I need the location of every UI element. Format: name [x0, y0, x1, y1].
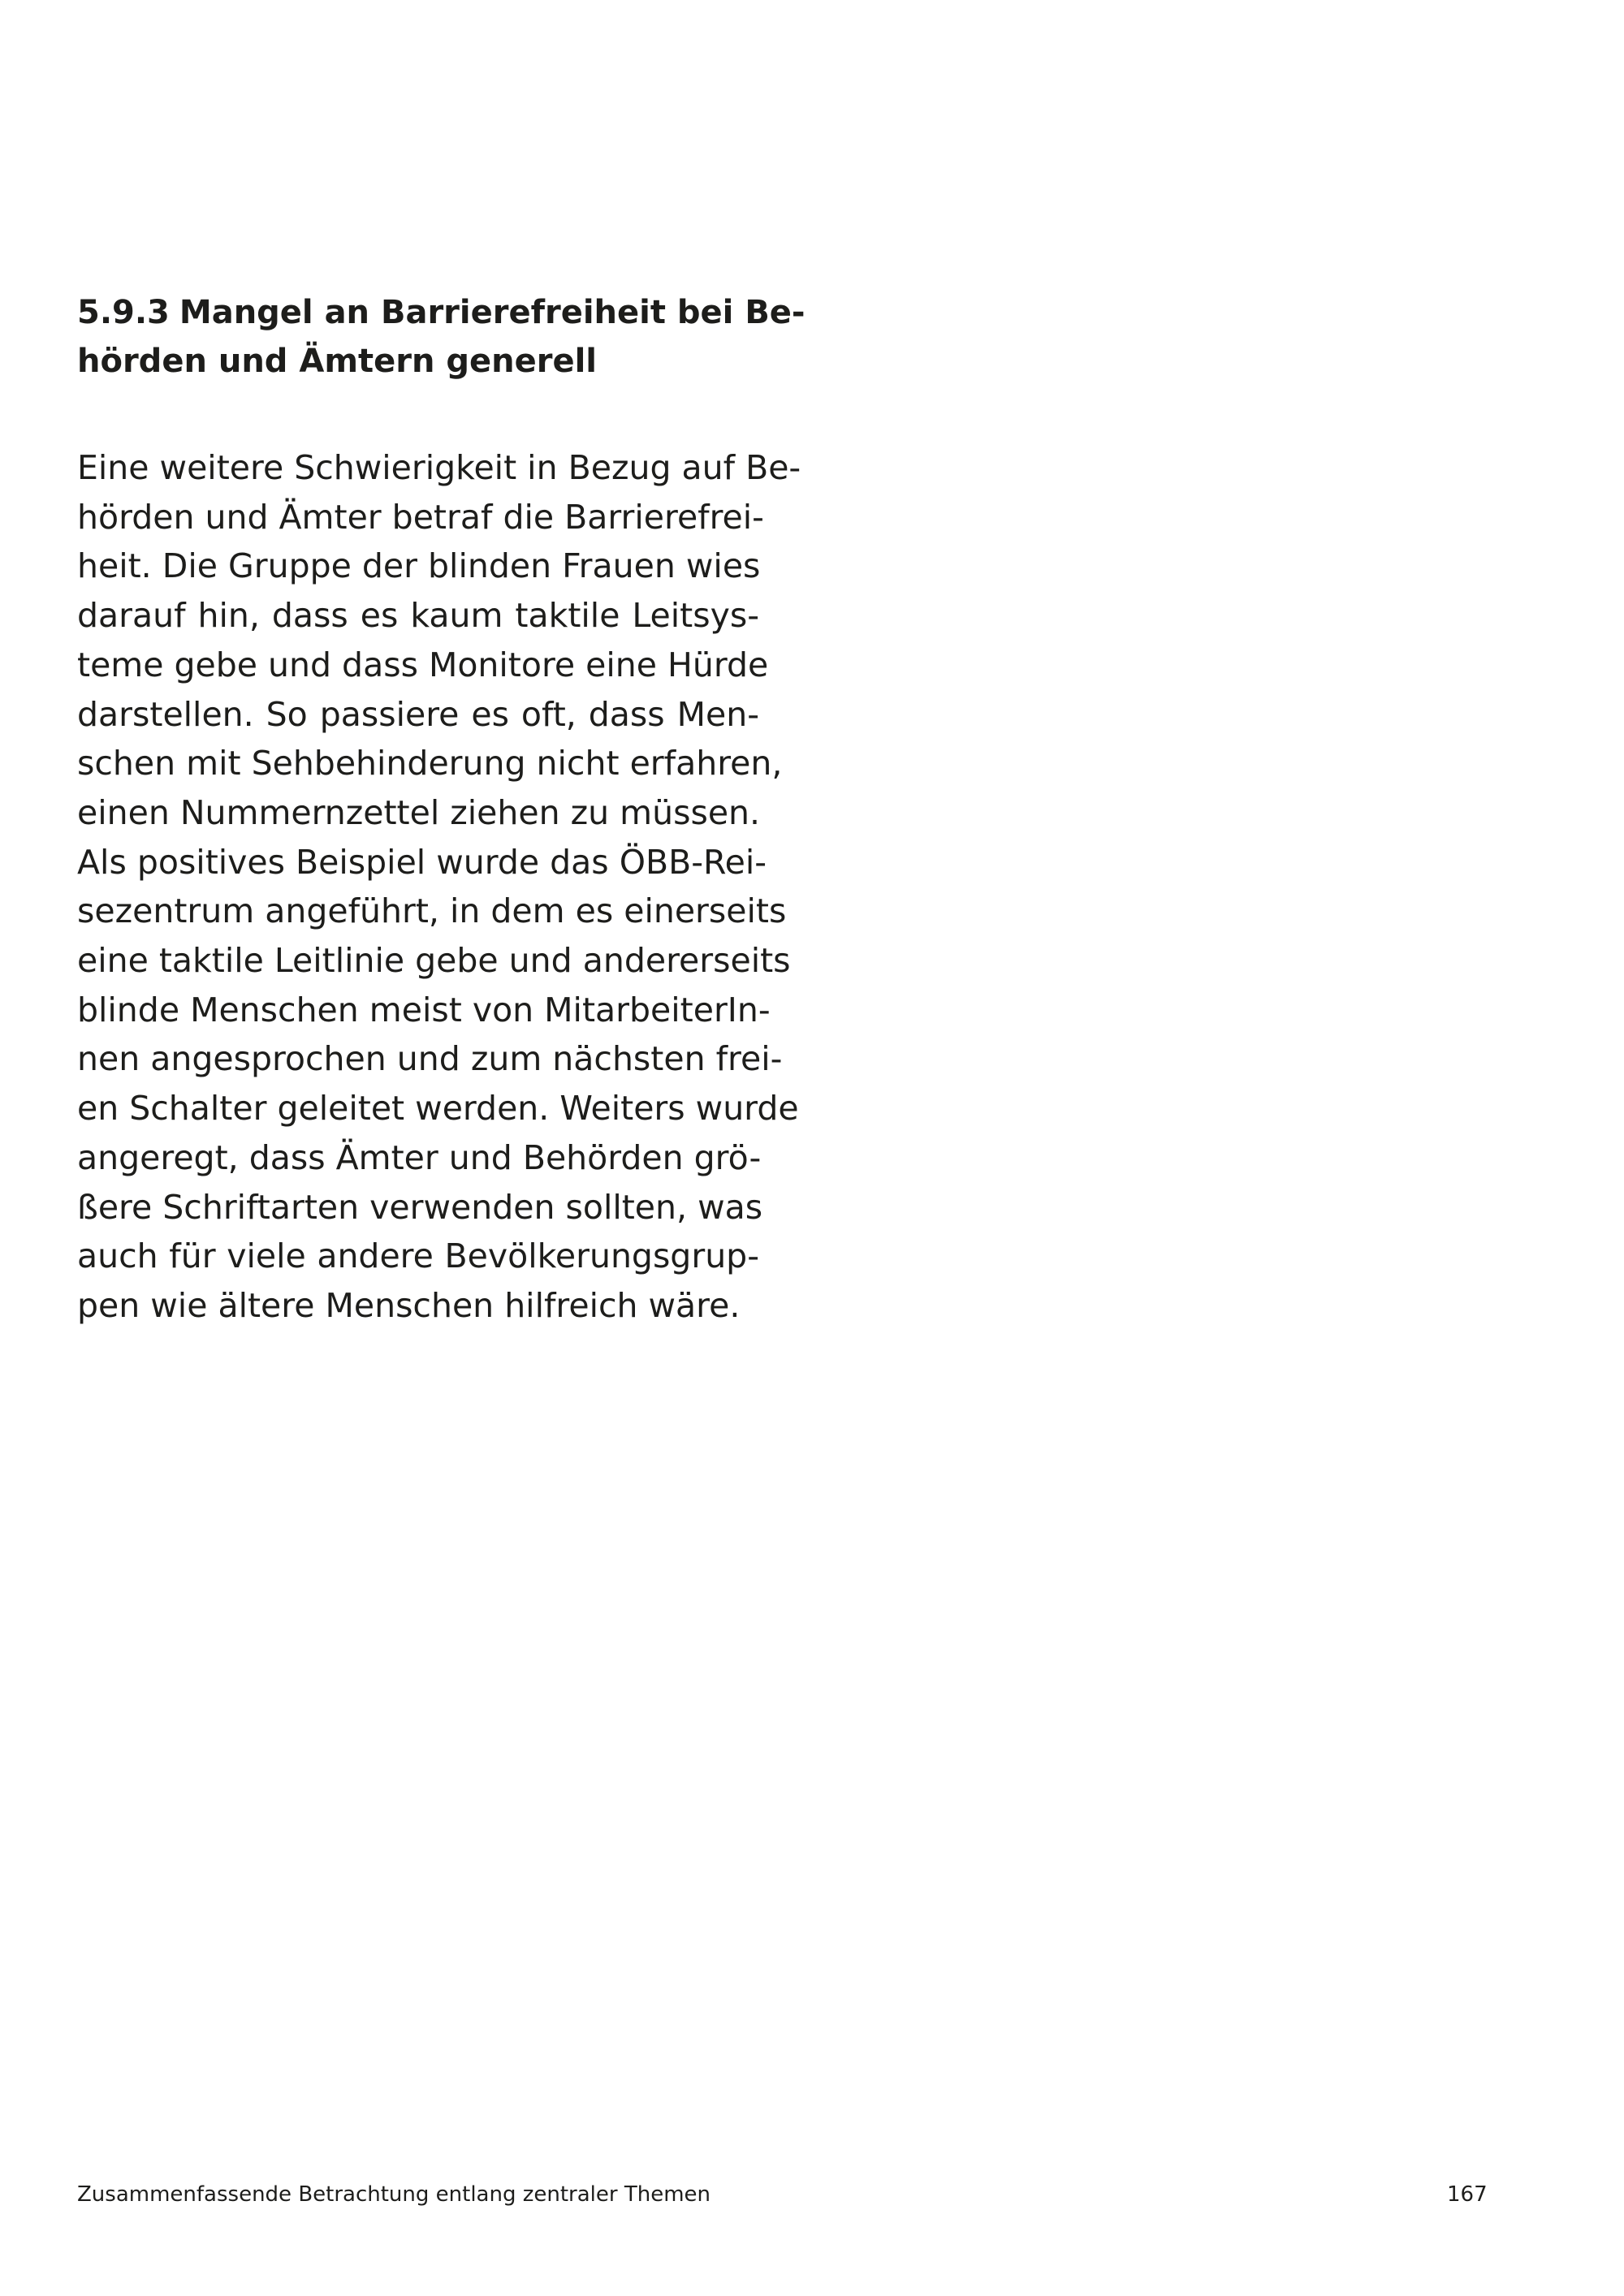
paragraph-line: Eine weitere Schwierigkeit in Bezug auf Be-: [77, 448, 801, 487]
paragraph-line: darauf hin, dass es kaum taktile Leitsys-: [77, 596, 759, 636]
section-number: 5.9.3: [77, 294, 170, 331]
paragraph-line: hörden und Ämter betraf die Barrierefrei-: [77, 497, 764, 537]
section-heading: [77, 288, 806, 386]
paragraph-line: blinde Menschen meist von MitarbeiterIn-: [77, 990, 771, 1029]
paragraph-line: einen Nummernzettel ziehen zu müssen.: [77, 792, 761, 832]
paragraph-line-last: pen wie ältere Menschen hilfreich wäre.: [77, 1285, 741, 1325]
paragraph-line: schen mit Sehbehinderung nicht erfahren,: [77, 744, 783, 783]
paragraph-line: auch für viele andere Bevölkerungsgrup-: [77, 1236, 759, 1276]
paragraph-line: heit. Die Gruppe der blinden Frauen wies: [77, 546, 761, 586]
paragraph-line: darstellen. So passiere es oft, dass Men-: [77, 694, 759, 734]
footer-running-title: Zusammenfassende Betrachtung entlang zentraler Themen: [77, 2182, 710, 2207]
section-heading-line-1: [77, 288, 806, 337]
paragraph-line: angeregt, dass Ämter und Behörden grö-: [77, 1137, 762, 1177]
main-content: [77, 288, 806, 1331]
section-title-part-1: Mangel an Barrierefreiheit bei Be-: [179, 294, 806, 331]
paragraph-line: nen angesprochen und zum nächsten frei-: [77, 1039, 783, 1079]
paragraph-line: teme gebe und dass Monitore eine Hürde: [77, 645, 769, 684]
section-heading-line-2: hörden und Ämtern generell: [77, 343, 598, 380]
page-number: 167: [1447, 2182, 1488, 2207]
paragraph-line: en Schalter geleitet werden. Weiters wurde: [77, 1089, 799, 1129]
paragraph-line: sezentrum angeführt, in dem es einerseits: [77, 891, 787, 931]
paragraph-line: eine taktile Leitlinie gebe und andererseits: [77, 941, 791, 981]
paragraph-line: ßere Schriftarten verwenden sollten, was: [77, 1187, 763, 1227]
paragraph-line: Als positives Beispiel wurde das ÖBB-Rei-: [77, 842, 767, 882]
body-paragraph: [77, 443, 801, 1331]
